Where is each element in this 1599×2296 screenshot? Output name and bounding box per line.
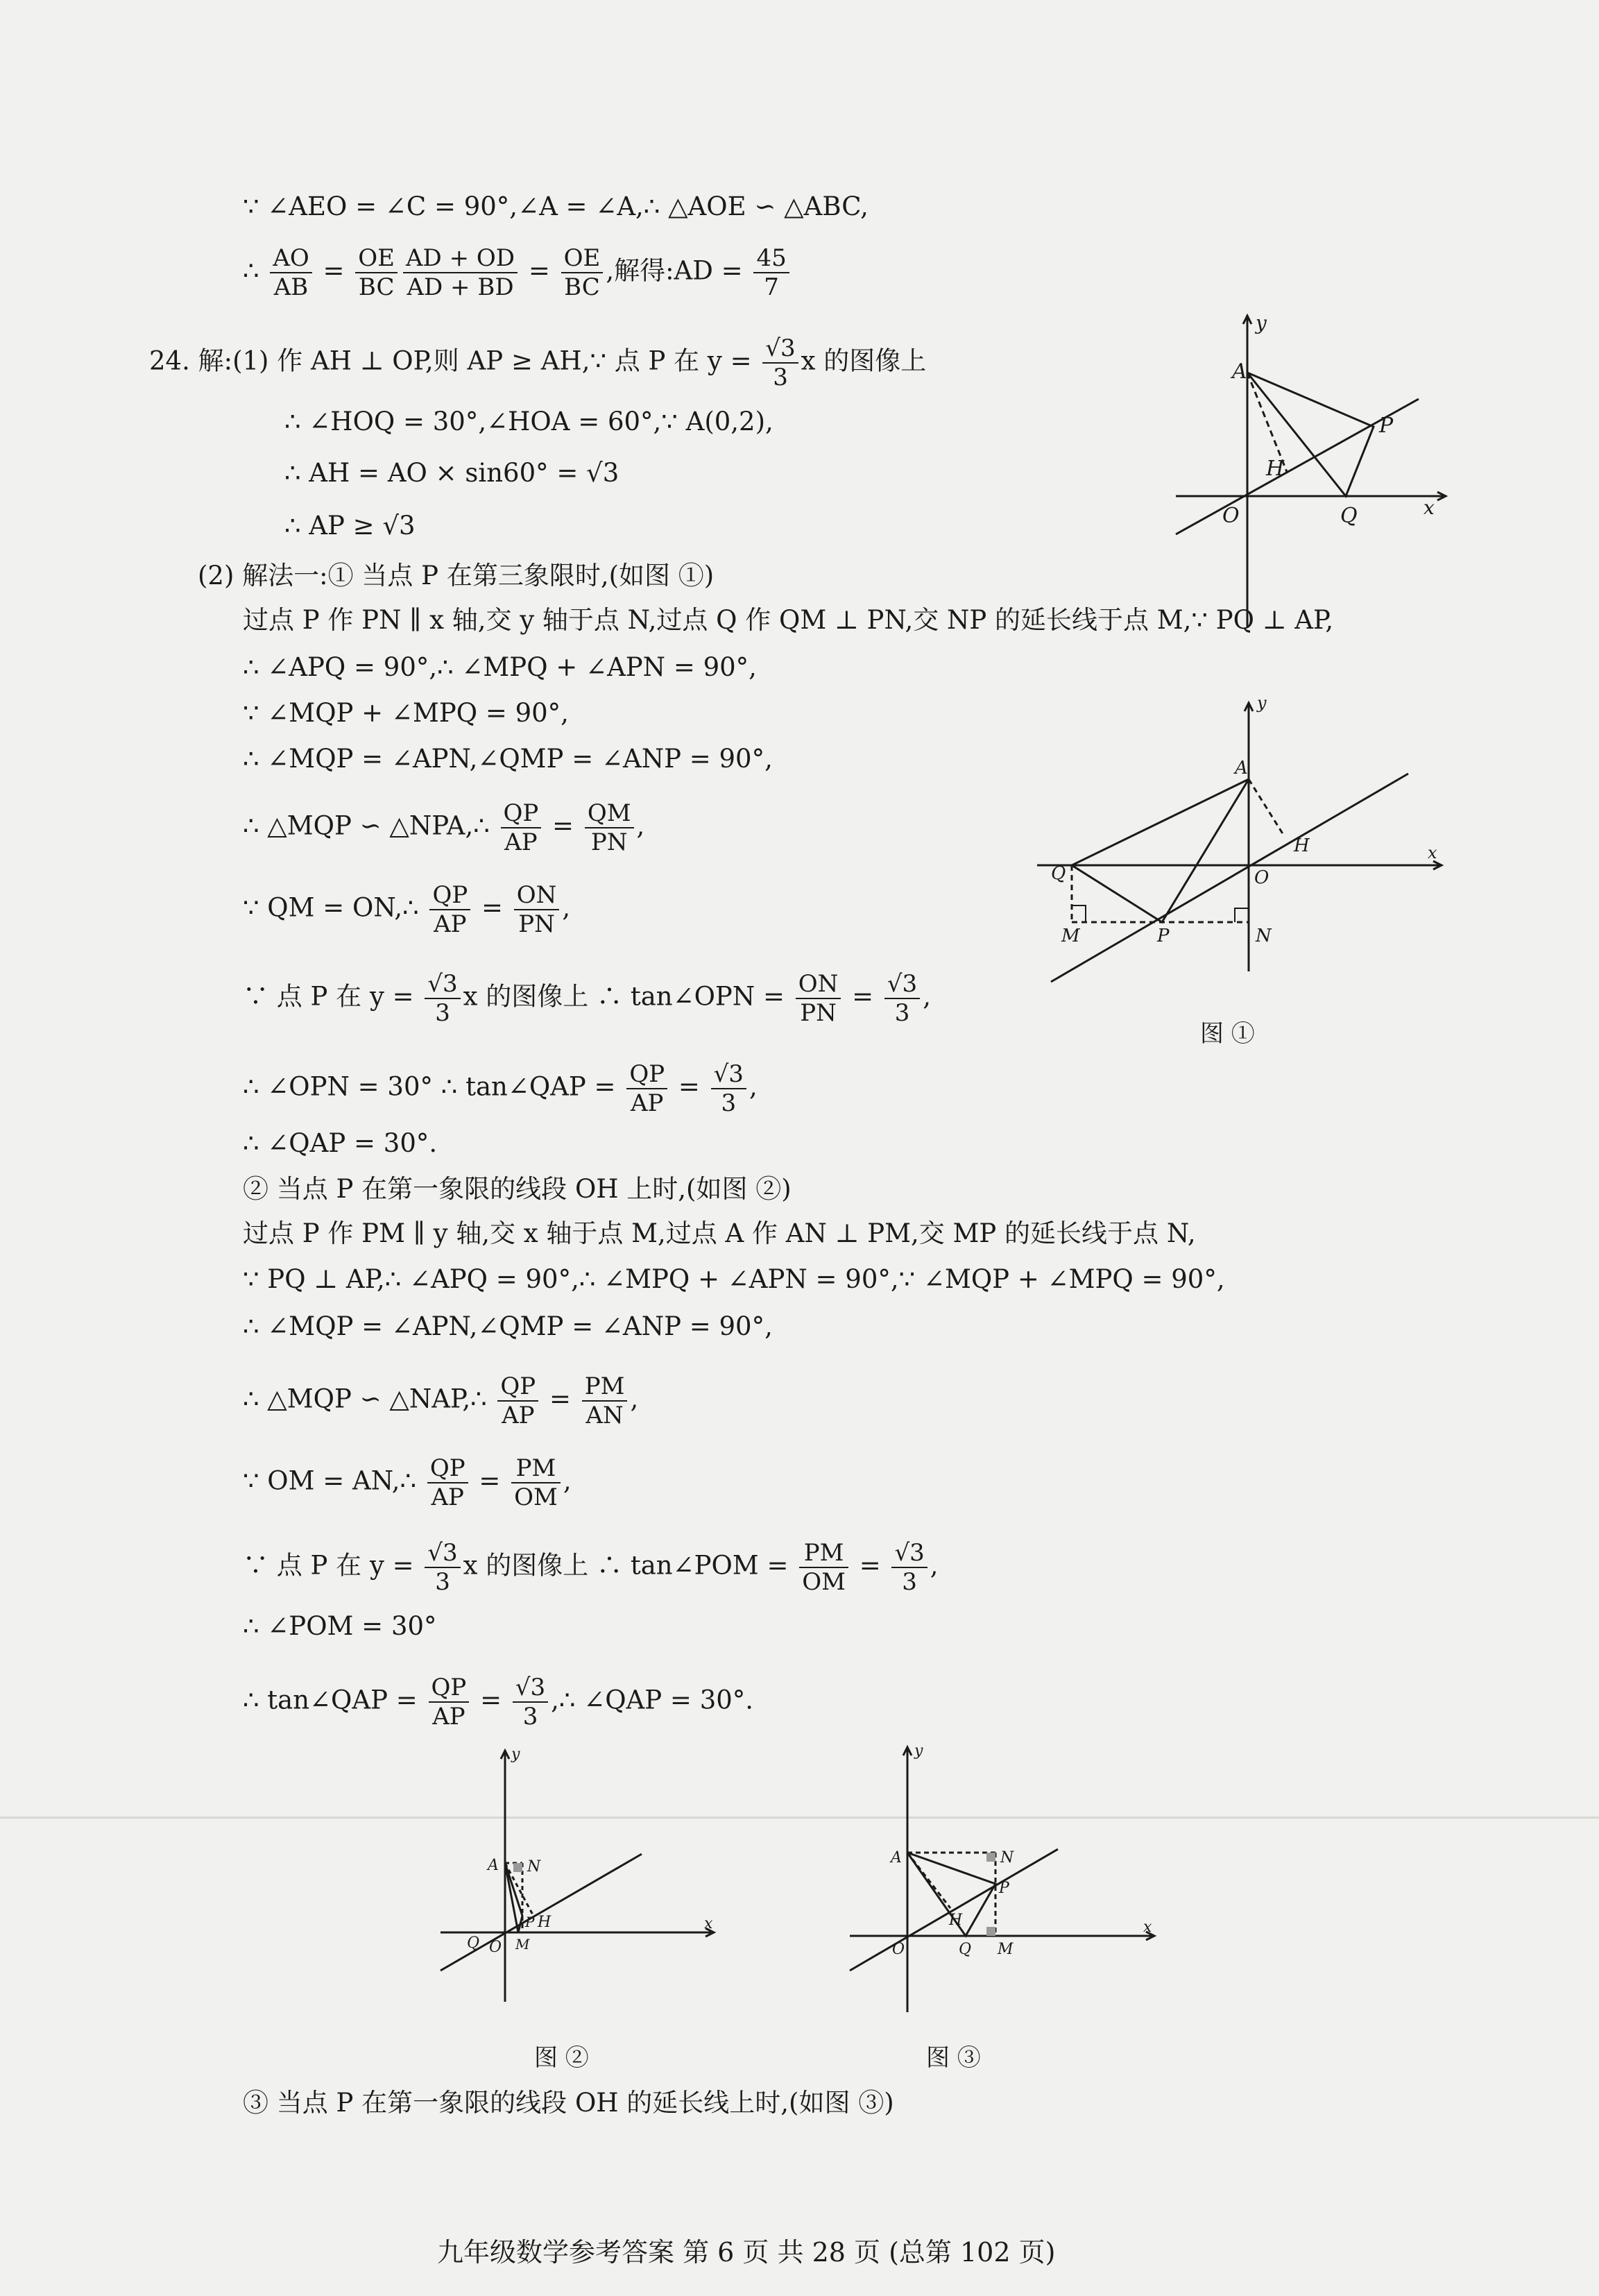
text-line: ∴ $\frac{AO}{AB}$ = $\frac{OE}{BC}$ $\frac{AD + OD}{AD + BD}$ = $\frac{OE}{BC}$ ,解得:AD = $\frac{45}{7}$ bbox=[243, 244, 792, 301]
fraction: $\frac{QP}{AP}$ bbox=[429, 881, 470, 938]
label-P: P bbox=[1379, 414, 1394, 438]
figure-3-caption: 图 ③ bbox=[926, 2044, 981, 2072]
text-line: ∴ ∠APQ = 90°,∴ ∠MPQ + ∠APN = 90°, bbox=[243, 652, 757, 682]
triangle-AQP bbox=[505, 1863, 522, 1932]
fraction: $\frac{QM}{PN}$ bbox=[585, 799, 634, 856]
label-A: A bbox=[1232, 359, 1247, 384]
text-line: ∵ ∠MQP + ∠MPQ = 90°, bbox=[243, 698, 569, 728]
text-line: ∵ OM = AN,∴ $\frac{QP}{AP}$ = $\frac{PM}{OM}$ , bbox=[243, 1454, 572, 1511]
fraction: $\frac{√3}{3}$ bbox=[891, 1539, 927, 1596]
question-24-heading: 24. 解:(1) 作 AH ⊥ OP,则 AP ≥ AH,∵ 点 P 在 y = $\frac{√3}{3}$ x 的图像上 bbox=[149, 334, 927, 391]
fraction: $\frac{QP}{AP}$ bbox=[429, 1674, 470, 1730]
label-y: y bbox=[511, 1746, 520, 1763]
fraction: $\frac{PM}{AN}$ bbox=[582, 1372, 628, 1429]
label-y: y bbox=[1256, 312, 1267, 334]
label-H: H bbox=[1294, 835, 1310, 856]
fraction: $\frac{QP}{AP}$ bbox=[427, 1454, 468, 1511]
fraction: $\frac{√3}{3}$ bbox=[711, 1060, 746, 1117]
page-fold-line bbox=[0, 1817, 1599, 1819]
text-line: ∴ ∠MQP = ∠APN,∠QMP = ∠ANP = 90°, bbox=[243, 744, 773, 774]
text-line: ③ 当点 P 在第一象限的线段 OH 的延长线上时,(如图 ③) bbox=[243, 2088, 894, 2118]
line-y-sqrt3x bbox=[850, 1849, 1058, 1971]
label-O: O bbox=[1254, 867, 1269, 888]
text-line: ∴ ∠HOQ = 30°,∠HOA = 60°,∵ A(0,2), bbox=[284, 407, 773, 436]
text-line: ∴ tan∠QAP = $\frac{QP}{AP}$ = $\frac{√3}{3}$ ,∴ ∠QAP = 30°. bbox=[243, 1674, 754, 1730]
label-A: A bbox=[891, 1849, 902, 1866]
text-line: ∴ ∠OPN = 30° ∴ tan∠QAP = $\frac{QP}{AP}$ = $\frac{√3}{3}$ , bbox=[243, 1060, 758, 1117]
page-footer: 九年级数学参考答案 第 6 页 共 28 页 (总第 102 页) bbox=[437, 2237, 1056, 2268]
label-N: N bbox=[1000, 1849, 1014, 1866]
label-M: M bbox=[998, 1941, 1014, 1958]
text-line: ∴ △MQP ∽ △NAP,∴ $\frac{QP}{AP}$ = $\frac{PM}{AN}$ , bbox=[243, 1372, 639, 1429]
fraction: $\frac{√3}{3}$ bbox=[513, 1674, 548, 1730]
fraction: $\frac{QP}{AP}$ bbox=[626, 1060, 667, 1117]
label-O: O bbox=[1222, 504, 1240, 528]
text-line: ∴ AP ≥ √3 bbox=[284, 511, 416, 541]
fraction: $\frac{PM}{OM}$ bbox=[511, 1454, 561, 1511]
fraction: $\frac{45}{7}$ bbox=[753, 244, 789, 301]
text-line: ② 当点 P 在第一象限的线段 OH 上时,(如图 ②) bbox=[243, 1174, 792, 1204]
text-line: ∵ 点 P 在 y = $\frac{√3}{3}$ x 的图像上 ∴ tan∠OPN = $\frac{ON}{PN}$ = $\frac{√3}{3}$ , bbox=[243, 970, 931, 1027]
label-H: H bbox=[538, 1914, 551, 1931]
figure-1 bbox=[1034, 690, 1450, 996]
fraction: $\frac{ON}{PN}$ bbox=[796, 970, 841, 1027]
fraction: $\frac{OE}{BC}$ bbox=[561, 244, 604, 301]
label-x: x bbox=[1423, 496, 1435, 519]
text-line: 过点 P 作 PM ∥ y 轴,交 x 轴于点 M,过点 A 作 AN ⊥ PM,交 MP 的延长线于点 N, bbox=[243, 1218, 1196, 1248]
figure-2-caption: 图 ② bbox=[534, 2044, 589, 2072]
fraction: $\frac{ON}{PN}$ bbox=[514, 881, 560, 938]
fraction: $\frac{√3}{3}$ bbox=[762, 334, 798, 391]
label-y: y bbox=[914, 1742, 923, 1760]
triangle-AQP bbox=[1072, 779, 1249, 922]
label-x: x bbox=[704, 1915, 713, 1932]
fraction: $\frac{OE}{BC}$ bbox=[355, 244, 397, 301]
fraction: $\frac{PM}{OM}$ bbox=[799, 1539, 848, 1596]
label-N: N bbox=[527, 1858, 541, 1876]
text-line: 过点 P 作 PN ∥ x 轴,交 y 轴于点 N,过点 Q 作 QM ⊥ PN,交 NP 的延长线于点 M,∵ PQ ⊥ AP, bbox=[243, 605, 1334, 635]
fraction: $\frac{QP}{AP}$ bbox=[501, 799, 542, 856]
right-angle-mark bbox=[986, 1853, 995, 1862]
fraction: $\frac{√3}{3}$ bbox=[884, 970, 920, 1027]
label-P: P bbox=[1157, 926, 1170, 946]
label-x: x bbox=[1428, 843, 1437, 862]
label-A: A bbox=[1235, 758, 1248, 779]
label-O: O bbox=[892, 1941, 905, 1958]
line-y-sqrt3x bbox=[441, 1854, 642, 1971]
text-line: (2) 解法一:① 当点 P 在第三象限时,(如图 ①) bbox=[198, 561, 715, 590]
label-M: M bbox=[1061, 926, 1080, 946]
figure-q24-part1 bbox=[1165, 309, 1457, 635]
figure-1-caption: 图 ① bbox=[1200, 1020, 1255, 1048]
label-P: P bbox=[525, 1914, 535, 1930]
fraction: $\frac{QP}{AP}$ bbox=[497, 1372, 538, 1429]
label-Q: Q bbox=[1340, 504, 1358, 528]
text-line: ∵ ∠AEO = ∠C = 90°,∠A = ∠A,∴ △AOE ∽ △ABC, bbox=[243, 192, 869, 221]
label-H: H bbox=[1266, 457, 1285, 481]
text-line: ∴ AH = AO × sin60° = √3 bbox=[284, 458, 619, 488]
line-y-sqrt3x bbox=[1051, 774, 1408, 982]
right-angle-mark bbox=[513, 1863, 522, 1872]
text-line: ∵ QM = ON,∴ $\frac{QP}{AP}$ = $\frac{ON}{PN}$ , bbox=[243, 881, 571, 938]
label-P: P bbox=[999, 1880, 1009, 1897]
label-H: H bbox=[949, 1912, 963, 1929]
text-line: ∵ PQ ⊥ AP,∴ ∠APQ = 90°,∴ ∠MPQ + ∠APN = 90°,∵ ∠MQP + ∠MPQ = 90°, bbox=[243, 1264, 1225, 1294]
text-line: ∴ ∠POM = 30° bbox=[243, 1611, 437, 1641]
fraction: $\frac{AO}{AB}$ bbox=[270, 244, 311, 301]
text-line: ∴ ∠QAP = 30°. bbox=[243, 1128, 438, 1158]
figure-3 bbox=[846, 1735, 1158, 2019]
label-O: O bbox=[489, 1939, 502, 1956]
segment-AH bbox=[1249, 779, 1283, 835]
label-Q: Q bbox=[1051, 863, 1066, 884]
label-M: M bbox=[515, 1936, 530, 1953]
label-Q: Q bbox=[959, 1941, 972, 1958]
label-A: A bbox=[488, 1857, 499, 1874]
fraction: $\frac{√3}{3}$ bbox=[425, 970, 460, 1027]
fraction: $\frac{√3}{3}$ bbox=[425, 1539, 460, 1596]
text-line: ∴ △MQP ∽ △NPA,∴ $\frac{QP}{AP}$ = $\frac{QM}{PN}$ , bbox=[243, 799, 645, 856]
label-Q: Q bbox=[467, 1934, 480, 1952]
figure-2 bbox=[434, 1745, 725, 2023]
fraction: $\frac{AD + OD}{AD + BD}$ bbox=[403, 244, 518, 301]
text-line: ∵ 点 P 在 y = $\frac{√3}{3}$ x 的图像上 ∴ tan∠POM = $\frac{PM}{OM}$ = $\frac{√3}{3}$ , bbox=[243, 1539, 939, 1596]
right-angle-mark bbox=[986, 1927, 995, 1936]
text-line: ∴ ∠MQP = ∠APN,∠QMP = ∠ANP = 90°, bbox=[243, 1311, 773, 1341]
label-y: y bbox=[1257, 693, 1267, 713]
label-x: x bbox=[1143, 1919, 1152, 1936]
label-N: N bbox=[1256, 926, 1272, 946]
